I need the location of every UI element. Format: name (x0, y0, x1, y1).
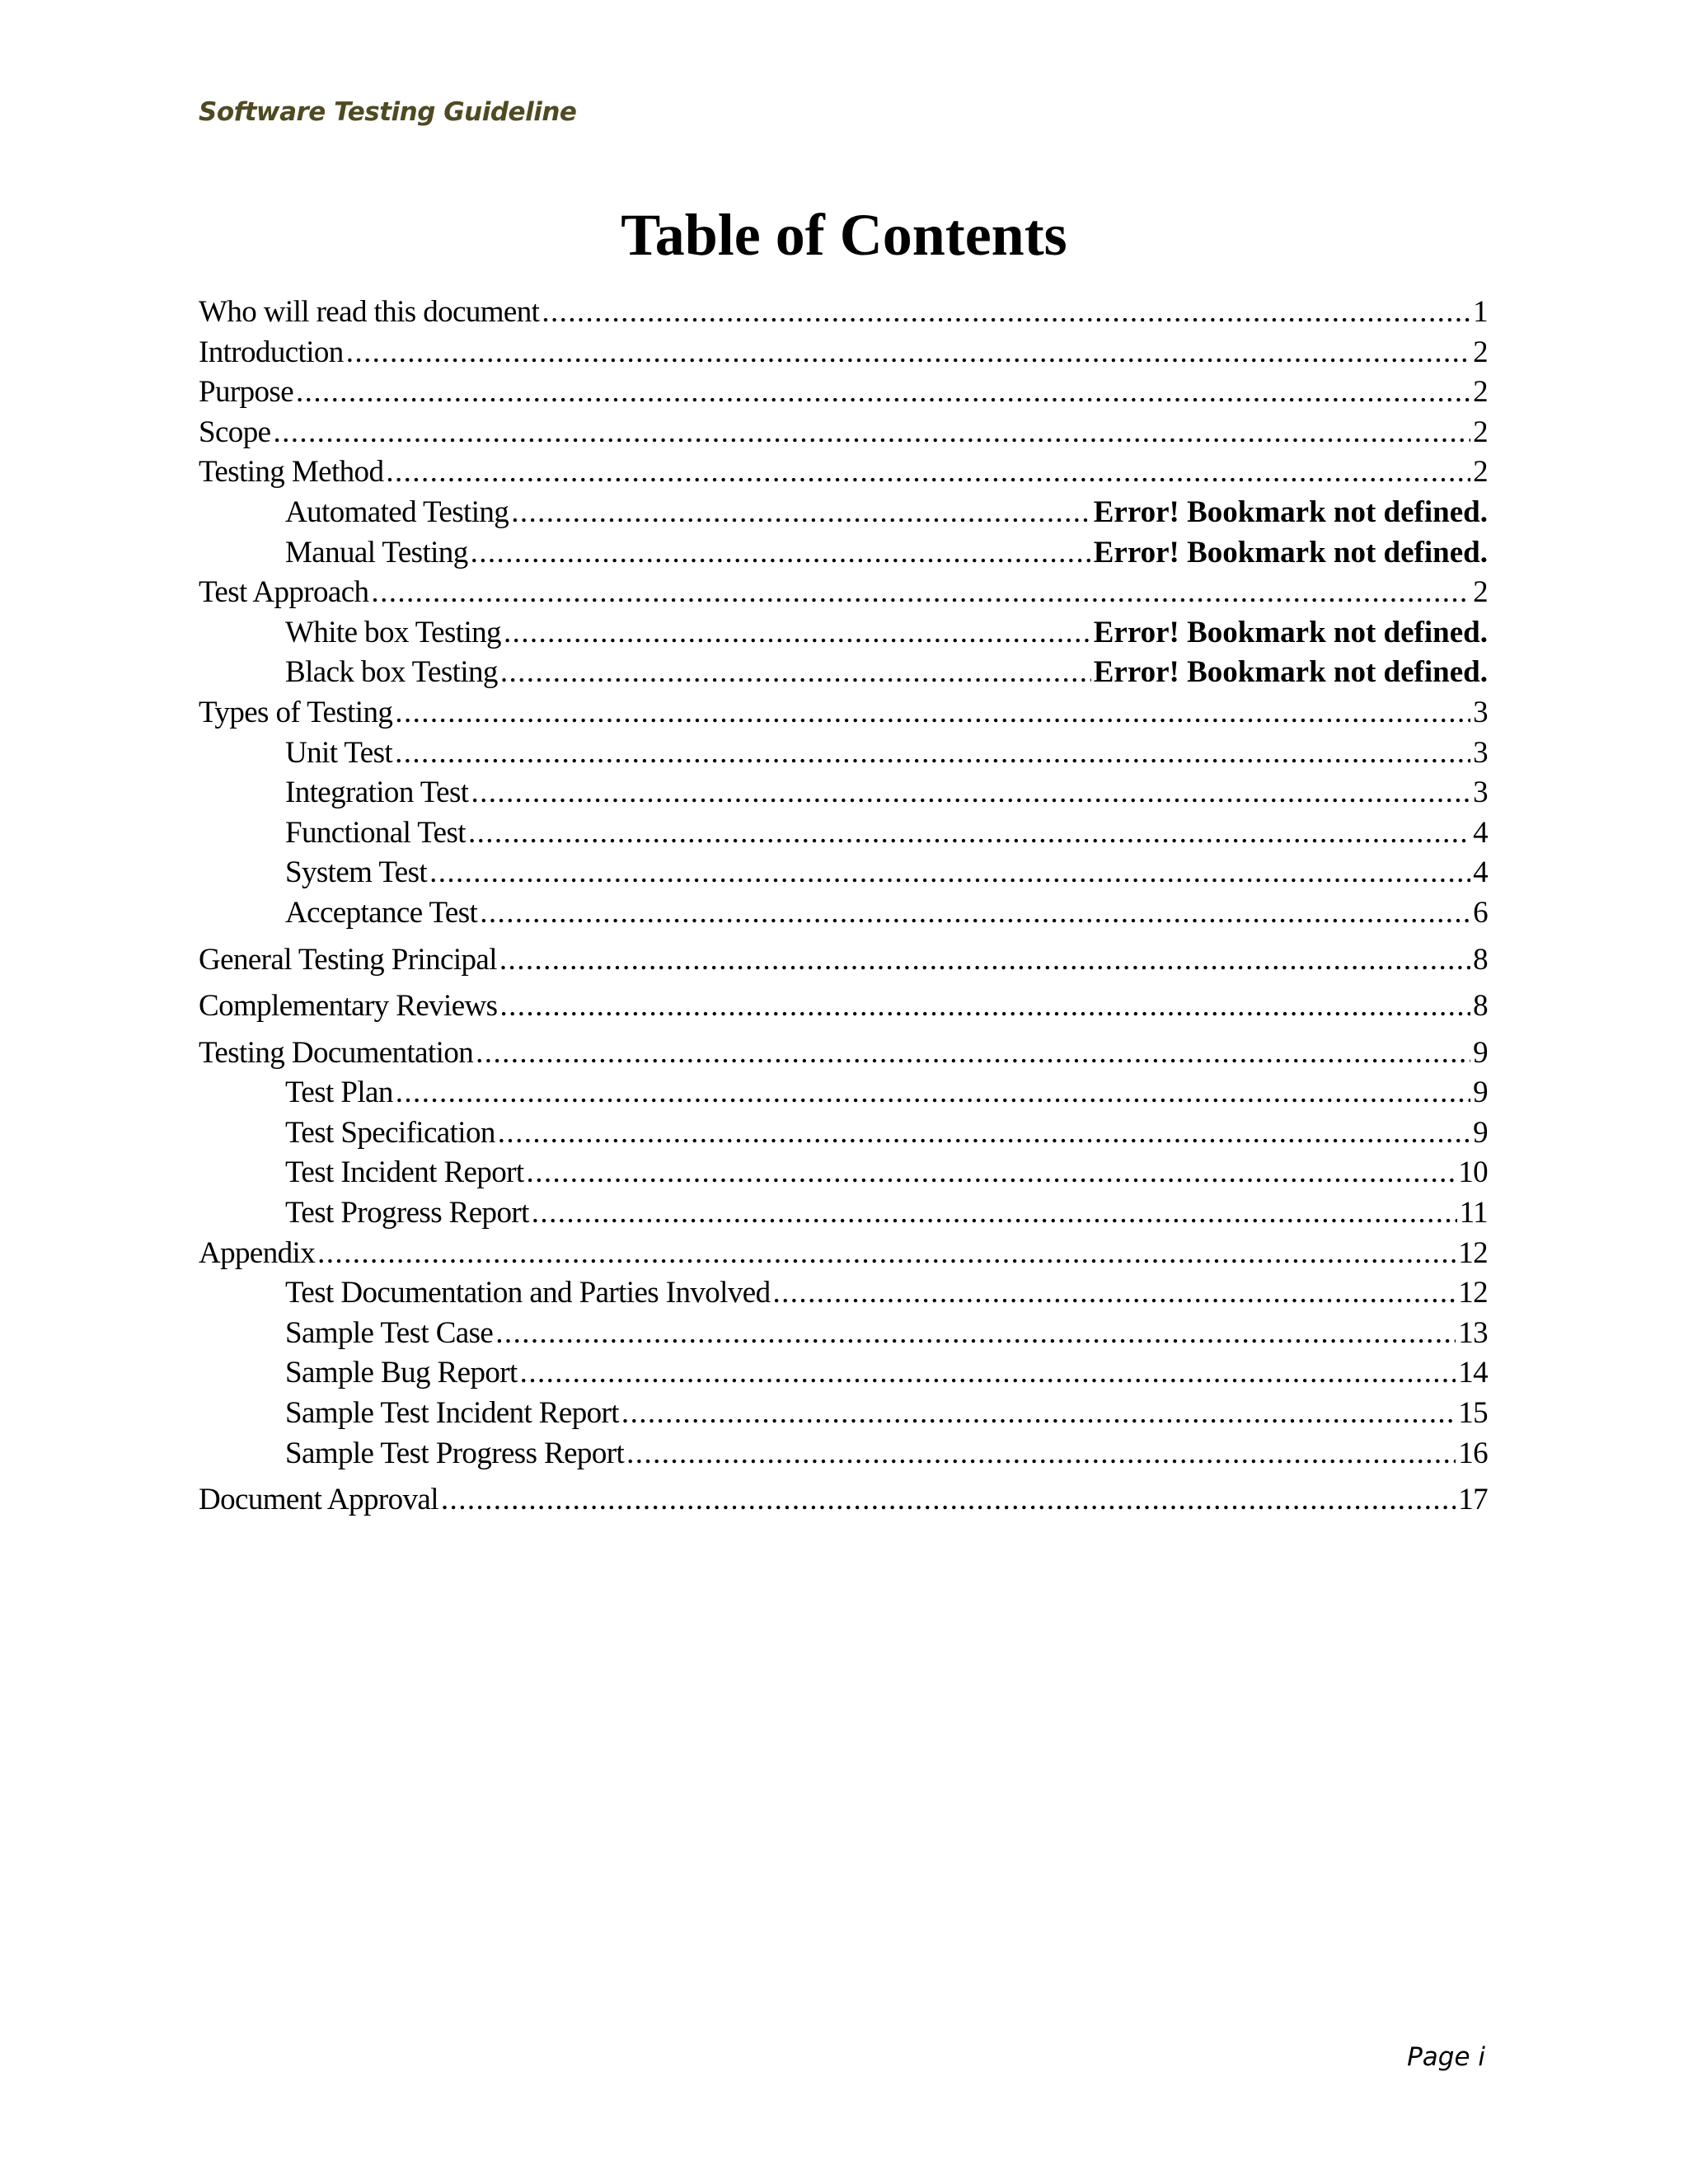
toc-entry-title: Manual Testing (285, 535, 468, 569)
toc-entry-page: 12 (1458, 1235, 1488, 1270)
toc-entry-page: Error! Bookmark not defined. (1093, 494, 1488, 529)
toc-leader-dots (621, 1394, 1456, 1434)
toc-entry[interactable] (199, 1193, 1488, 1234)
toc-entry-title: Test Specification (285, 1115, 495, 1150)
toc-entry[interactable] (199, 1153, 1488, 1193)
toc-entry-title: Complementary Reviews (199, 989, 498, 1024)
toc-leader-dots (498, 1113, 1470, 1154)
toc-entry-title: Unit Test (285, 735, 393, 770)
toc-entry[interactable] (199, 987, 1488, 1027)
toc-entry-page: 16 (1458, 1436, 1488, 1470)
toc-entry-title: Who will read this document (199, 295, 540, 329)
toc-leader-dots (429, 853, 1470, 893)
toc-entry-title: Testing Method (199, 455, 384, 490)
toc-entry-title: System Test (285, 855, 428, 890)
toc-leader-dots (273, 413, 1470, 453)
toc-entry[interactable] (199, 613, 1488, 654)
toc-entry[interactable] (199, 373, 1488, 413)
toc-leader-dots (296, 373, 1470, 413)
toc-entry-page: 15 (1458, 1396, 1488, 1431)
toc-entry-title: Scope (199, 415, 271, 449)
toc-entry-page: 9 (1473, 1076, 1488, 1110)
toc-leader-dots (471, 533, 1091, 574)
toc-entry[interactable] (199, 1273, 1488, 1314)
toc-entry-page: 17 (1458, 1483, 1488, 1517)
toc-leader-dots (527, 1153, 1456, 1193)
toc-entry-title: Functional Test (285, 815, 466, 850)
toc-entry[interactable] (199, 1033, 1488, 1074)
toc-leader-dots (468, 813, 1470, 854)
toc-entry-page: 9 (1473, 1035, 1488, 1070)
toc-entry[interactable] (199, 493, 1488, 533)
toc-entry[interactable] (199, 1073, 1488, 1113)
toc-entry-title: Sample Test Progress Report (285, 1436, 625, 1470)
toc-entry-page: 6 (1473, 895, 1488, 930)
toc-entry-page: 9 (1473, 1115, 1488, 1150)
toc-leader-dots (346, 333, 1470, 373)
toc-entry-page: 2 (1473, 415, 1488, 449)
toc-leader-dots (520, 1353, 1456, 1394)
toc-entry-page: 1 (1473, 295, 1488, 329)
toc-entry-title: White box Testing (285, 615, 501, 649)
toc-entry[interactable] (199, 773, 1488, 813)
toc-leader-dots (371, 573, 1470, 613)
toc-entry-title: Test Plan (285, 1076, 393, 1110)
table-of-contents (199, 293, 1488, 1521)
toc-entry[interactable] (199, 573, 1488, 613)
toc-entry-page: 4 (1473, 815, 1488, 850)
toc-entry-page: 2 (1473, 335, 1488, 369)
toc-entry[interactable] (199, 1434, 1488, 1474)
toc-entry-title: Sample Test Incident Report (285, 1396, 619, 1431)
toc-leader-dots (542, 293, 1470, 333)
toc-entry[interactable] (199, 653, 1488, 693)
toc-leader-dots (499, 987, 1470, 1027)
toc-entry-title: Automated Testing (285, 494, 509, 529)
toc-entry[interactable] (199, 1353, 1488, 1394)
toc-leader-dots (626, 1434, 1456, 1474)
toc-entry[interactable] (199, 452, 1488, 493)
toc-entry[interactable] (199, 333, 1488, 373)
toc-entry-page: 4 (1473, 855, 1488, 890)
page-number: Page i (1407, 2042, 1485, 2072)
toc-leader-dots (772, 1273, 1456, 1314)
toc-leader-dots (395, 693, 1470, 733)
toc-entry-title: Appendix (199, 1235, 316, 1270)
toc-leader-dots (395, 733, 1470, 774)
toc-entry[interactable] (199, 1480, 1488, 1521)
toc-entry-page: 11 (1459, 1196, 1488, 1230)
toc-entry-page: 2 (1473, 455, 1488, 490)
toc-entry-title: Document Approval (199, 1483, 438, 1517)
toc-entry-page: 13 (1458, 1315, 1488, 1350)
toc-entry-title: Purpose (199, 375, 294, 410)
toc-leader-dots (476, 1033, 1470, 1074)
toc-leader-dots (317, 1234, 1456, 1274)
toc-entry[interactable] (199, 733, 1488, 774)
toc-entry-page: 2 (1473, 375, 1488, 410)
toc-entry-title: Types of Testing (199, 695, 393, 729)
toc-entry-title: Sample Bug Report (285, 1356, 518, 1390)
toc-entry[interactable] (199, 1113, 1488, 1154)
toc-entry-page: 12 (1458, 1276, 1488, 1310)
toc-entry-title: Test Approach (199, 575, 369, 610)
toc-entry-page: Error! Bookmark not defined. (1093, 655, 1488, 690)
toc-entry-page: 2 (1473, 575, 1488, 610)
toc-leader-dots (532, 1193, 1457, 1234)
toc-entry-page: 10 (1458, 1155, 1488, 1190)
toc-entry-page: 3 (1473, 776, 1488, 810)
toc-leader-dots (511, 493, 1091, 533)
toc-entry[interactable] (199, 1394, 1488, 1434)
toc-entry[interactable] (199, 853, 1488, 893)
toc-entry-title: Sample Test Case (285, 1315, 494, 1350)
toc-entry-title: Test Incident Report (285, 1155, 524, 1190)
running-header: Software Testing Guideline (199, 97, 577, 127)
toc-entry-title: Acceptance Test (285, 895, 478, 930)
toc-entry[interactable] (199, 1314, 1488, 1354)
toc-leader-dots (499, 940, 1470, 981)
toc-entry[interactable] (199, 293, 1488, 333)
toc-entry[interactable] (199, 413, 1488, 453)
toc-entry-page: Error! Bookmark not defined. (1093, 535, 1488, 569)
toc-entry[interactable] (199, 940, 1488, 981)
toc-entry-title: General Testing Principal (199, 942, 497, 977)
toc-entry-title: Integration Test (285, 776, 469, 810)
toc-entry[interactable] (199, 1234, 1488, 1274)
toc-leader-dots (495, 1314, 1456, 1354)
toc-entry-page: 3 (1473, 695, 1488, 729)
toc-entry[interactable] (199, 893, 1488, 934)
toc-entry[interactable] (199, 533, 1488, 574)
toc-entry-title: Introduction (199, 335, 344, 369)
toc-entry-title: Testing Documentation (199, 1035, 474, 1070)
toc-entry[interactable] (199, 813, 1488, 854)
toc-leader-dots (396, 1073, 1470, 1113)
toc-leader-dots (471, 773, 1470, 813)
toc-entry-page: 3 (1473, 735, 1488, 770)
toc-entry-page: 14 (1458, 1356, 1488, 1390)
toc-leader-dots (441, 1480, 1456, 1521)
toc-entry-page: 8 (1473, 942, 1488, 977)
toc-leader-dots (504, 613, 1091, 654)
toc-entry-title: Test Documentation and Parties Involved (285, 1276, 771, 1310)
page-title: Table of Contents (621, 202, 1067, 268)
toc-leader-dots (386, 452, 1470, 493)
toc-leader-dots (500, 653, 1091, 693)
toc-leader-dots (480, 893, 1470, 934)
toc-entry-title: Black box Testing (285, 655, 498, 690)
toc-entry-page: Error! Bookmark not defined. (1093, 615, 1488, 649)
toc-entry-page: 8 (1473, 989, 1488, 1024)
toc-entry[interactable] (199, 693, 1488, 733)
toc-entry-title: Test Progress Report (285, 1196, 529, 1230)
